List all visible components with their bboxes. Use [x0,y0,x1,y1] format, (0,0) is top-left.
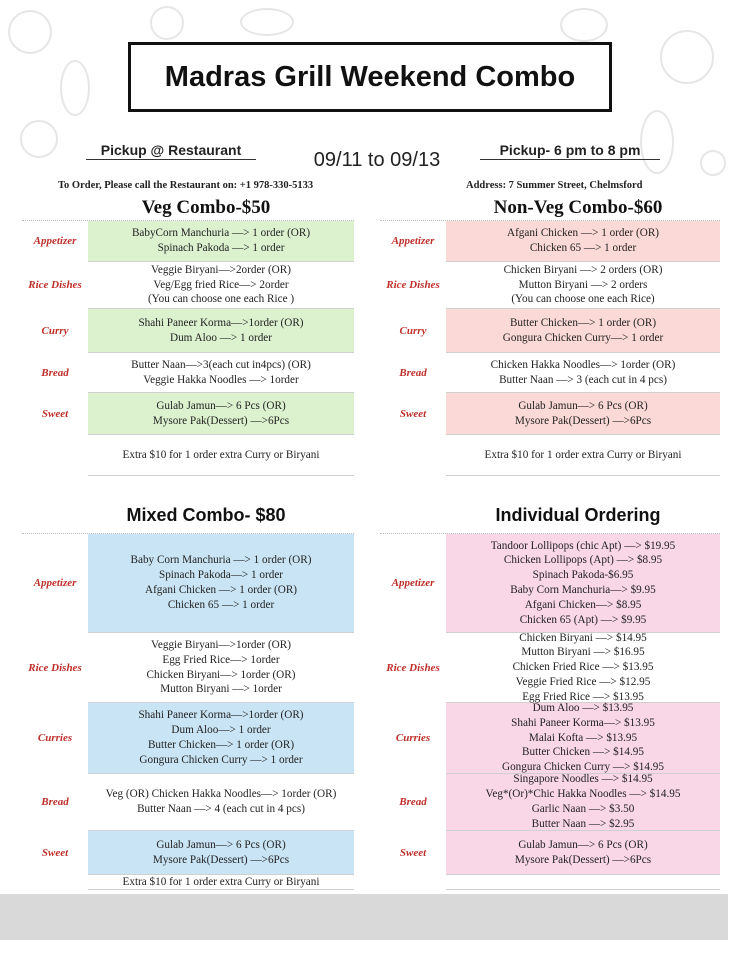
menu-item-line: Chicken Biryani —> $14.95 [519,631,647,644]
menu-item-line: Extra $10 for 1 order extra Curry or Biryani [122,448,320,461]
menu-items [446,534,720,633]
footer-band [0,894,728,940]
menu-row [380,534,720,633]
category-label: Bread [41,366,69,379]
menu-row [22,353,354,393]
menu-row [380,393,720,435]
category-label: Sweet [399,407,427,420]
menu-row [380,435,720,476]
menu-item-line: Chicken Fried Rice —> $13.95 [512,661,654,674]
menu-row [22,534,354,633]
category-label: Rice Dishes [28,279,82,292]
menu-row [22,633,354,703]
category-label [22,875,88,890]
category-label: Appetizer [33,577,77,590]
menu-items [446,831,720,875]
menu-item-line: Mysore Pak(Dessert) —>6Pcs [152,853,290,866]
menu-item-line: Tandoor Lollipops (chic Apt) —> $19.95 [490,539,676,552]
menu-item-line: Gulab Jamun—> 6 Pcs (OR) [518,838,648,851]
menu-row [380,353,720,393]
menu-items [446,309,720,353]
menu-item-line: Chicken Hakka Noodles—> 1order (OR) [490,358,676,371]
doodle-circle [60,60,90,116]
menu-row [22,393,354,435]
menu-items [88,353,354,393]
menu-item-line: Afgani Chicken—> $8.95 [524,598,642,611]
mixed-combo-title: Mixed Combo- $80 [126,505,286,525]
category-label: Curry [41,324,69,337]
order-phone-note: To Order, Please call the Restaurant on: +1 978-330-5133 [58,180,314,191]
category-label: Curries [37,732,73,745]
menu-item-line: Afgani Chicken —> 1 order (OR) [144,584,298,596]
category-label: Rice Dishes [386,661,440,674]
menu-item-line: Mysore Pak(Dessert) —>6Pcs [514,414,652,427]
menu-items [446,875,720,890]
menu-item-line: Butter Naan —> 3 (each cut in 4 pcs) [499,373,667,386]
category-label: Bread [41,796,69,809]
menu-row [380,703,720,774]
individual-ordering-title: Individual Ordering [495,505,661,525]
category-label: Sweet [41,846,69,859]
menu-item-line: Baby Corn Manchuria —> 1 order (OR) [130,554,312,567]
menu-items [446,393,720,435]
menu-item-line: Dum Aloo —> $13.95 [532,702,634,715]
individual-ordering-menu [380,533,720,890]
menu-item-line: Chicken 65 (Apt) —> $9.95 [519,613,647,626]
menu-item-line: Veggie Hakka Noodles —> 1order [143,373,299,386]
menu-items [88,309,354,353]
menu-row [22,703,354,774]
menu-item-line: Chicken Lollipops (Apt) —> $8.95 [503,554,663,567]
menu-item-line: Veggie Biryani—>2order (OR) [151,263,291,276]
doodle-circle [700,150,726,176]
menu-item-line: Dum Aloo—> 1 order [171,724,271,737]
menu-row [22,831,354,875]
menu-item-line: Egg Fried Rice—> 1order [162,653,280,666]
menu-row [380,875,720,890]
menu-item-line: Baby Corn Manchuria—> $9.95 [510,584,656,596]
menu-items [88,435,354,476]
menu-items [446,221,720,262]
menu-item-line: Garlic Naan —> $3.50 [531,803,635,815]
menu-item-line: Afgani Chicken —> 1 order (OR) [506,227,660,240]
menu-item-line: Veg (OR) Chicken Hakka Noodles—> 1order (OR) [105,788,337,801]
menu-item-line: Chicken 65 —> 1 order [167,598,275,611]
menu-item-line: Gulab Jamun—> 6 Pcs (OR) [156,399,286,412]
menu-row [380,831,720,875]
menu-items [88,875,354,890]
menu-item-line: Chicken 65 —> 1 order [529,242,637,254]
menu-row [380,774,720,831]
nonveg-combo-title: Non-Veg Combo-$60 [493,197,663,218]
menu-item-line: Mysore Pak(Dessert) —>6Pcs [514,853,652,866]
menu-row [22,309,354,353]
menu-row [22,221,354,262]
menu-items [88,262,354,309]
category-label: Appetizer [391,577,435,590]
menu-item-line: Egg Fried Rice —> $13.95 [522,690,644,703]
doodle-circle [560,8,608,42]
veg-combo-menu [22,220,354,476]
menu-item-line: Shahi Paneer Korma—>1order (OR) [138,316,304,329]
category-label [380,435,446,476]
menu-items [446,633,720,703]
doodle-circle [20,120,58,158]
doodle-circle [8,10,52,54]
category-label: Sweet [41,407,69,420]
menu-items [88,774,354,831]
menu-items [88,633,354,703]
menu-item-line: Gongura Chicken Curry—> 1 order [502,331,664,344]
menu-item-line: Veg*(Or)*Chic Hakka Noodles —> $14.95 [485,788,681,801]
menu-item-line: Veggie Biryani—>1order (OR) [151,638,291,651]
category-label: Bread [399,796,427,809]
menu-item-line: Shahi Paneer Korma—> $13.95 [511,716,655,729]
menu-item-line: Mysore Pak(Dessert) —>6Pcs [152,414,290,427]
category-label: Appetizer [391,235,435,248]
menu-item-line: Dum Aloo —> 1 order [169,331,272,344]
menu-item-line: Spinach Pakoda —> 1 order [157,242,285,254]
menu-item-line: Gulab Jamun—> 6 Pcs (OR) [156,838,286,851]
menu-item-line: Butter Chicken —> $14.95 [522,746,644,759]
menu-row [22,774,354,831]
menu-item-line: Extra $10 for 1 order extra Curry or Biryani [122,875,320,888]
menu-item-line: Extra $10 for 1 order extra Curry or Biryani [484,448,682,461]
category-label: Appetizer [33,235,77,248]
menu-items [446,435,720,476]
menu-item-line: Gulab Jamun—> 6 Pcs (OR) [518,399,648,412]
menu-item-line: Veg/Egg fried Rice—> 2order [153,278,289,291]
menu-item-line: (You can choose one each Rice ) [147,293,295,306]
menu-item-line: Mutton Biryani —> 2 orders [518,278,648,291]
menu-item-line: Butter Chicken—> 1 order (OR) [509,316,657,329]
category-label: Rice Dishes [386,279,440,292]
menu-item-line: Butter Naan —> $2.95 [531,817,635,830]
category-label: Sweet [399,846,427,859]
menu-item-line: Chicken Biryani —> 2 orders (OR) [503,263,663,276]
menu-item-line: Veggie Fried Rice —> $12.95 [515,675,651,688]
menu-item-line: Butter Naan—>3(each cut in4pcs) (OR) [131,358,311,371]
doodle-circle [150,6,184,40]
menu-item-line: Mutton Biryani —> $16.95 [521,646,645,659]
restaurant-address: Address: 7 Summer Street, Chelmsford [466,180,643,191]
menu-items [446,774,720,831]
menu-items [446,353,720,393]
category-label: Curry [399,324,427,337]
menu-row [22,435,354,476]
veg-combo-title: Veg Combo-$50 [141,197,271,218]
doodle-circle [240,8,294,36]
pickup-time: Pickup- 6 pm to 8 pm [480,142,660,160]
menu-item-line: Butter Chicken—> 1 order (OR) [147,739,295,751]
category-label: Rice Dishes [28,661,82,674]
category-label: Bread [399,366,427,379]
menu-items [88,393,354,435]
menu-items [446,262,720,309]
category-label: Curries [395,732,431,745]
page-title: Madras Grill Weekend Combo [128,42,612,112]
menu-item-line: Singapore Noodles —> $14.95 [513,773,653,786]
menu-row [380,309,720,353]
menu-item-line: BabyCorn Manchuria —> 1 order (OR) [131,227,311,240]
menu-items [446,703,720,774]
category-label [380,875,446,890]
menu-item-line: Gongura Chicken Curry —> $14.95 [502,761,664,774]
menu-item-line: Mutton Biryani —> 1order [160,683,282,696]
menu-item-line: Butter Naan —> 4 (each cut in 4 pcs) [137,803,305,815]
nonveg-combo-menu [380,220,720,476]
menu-item-line: Spinach Pakoda—> 1 order [158,569,284,582]
menu-items [88,831,354,875]
menu-items [88,534,354,633]
category-label [22,435,88,476]
menu-items [88,703,354,774]
menu-row [22,262,354,309]
menu-row [22,875,354,890]
menu-item-line: Spinach Pakoda-$6.95 [532,569,634,582]
menu-items [88,221,354,262]
menu-item-line: Malai Kofta —> $13.95 [528,731,638,744]
pickup-location: Pickup @ Restaurant [86,142,256,160]
menu-row [380,262,720,309]
doodle-circle [660,30,714,84]
menu-row [380,633,720,703]
mixed-combo-menu [22,533,354,890]
menu-item-line: Chicken Biryani—> 1order (OR) [146,668,296,681]
menu-row [380,221,720,262]
menu-item-line: Shahi Paneer Korma—>1order (OR) [138,709,304,722]
menu-item-line: (You can choose one each Rice) [511,293,655,306]
menu-item-line: Gongura Chicken Curry —> 1 order [139,753,303,766]
date-range: 09/11 to 09/13 [313,149,441,171]
